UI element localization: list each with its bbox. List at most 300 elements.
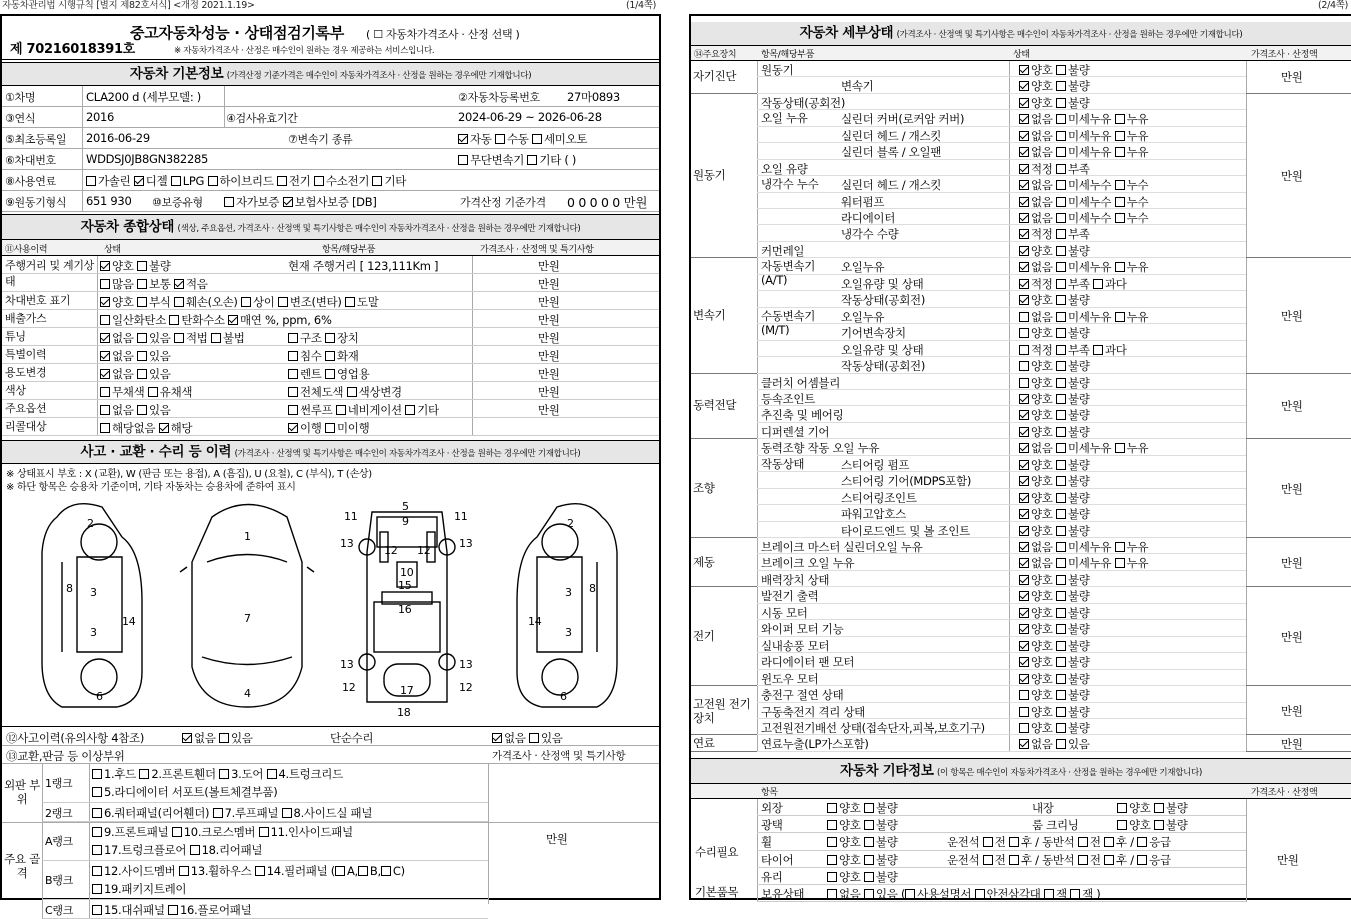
checked-checkbox[interactable]	[1019, 443, 1029, 453]
overall-row-state[interactable]: 없음 있음	[100, 348, 171, 364]
detail-row-state[interactable]: 없음 미세누수 누수	[1019, 194, 1148, 210]
detail-row-state[interactable]: 없음 미세누유 누유	[1019, 539, 1148, 555]
checkbox[interactable]	[864, 872, 874, 882]
detail-row	[757, 571, 1246, 587]
checkbox[interactable]	[1056, 394, 1066, 404]
checkbox[interactable]	[827, 803, 837, 813]
checkbox[interactable]	[137, 279, 147, 289]
checkbox[interactable]	[288, 387, 298, 397]
checkbox[interactable]	[1078, 855, 1088, 865]
checkbox[interactable]	[92, 845, 102, 855]
detail-row-state[interactable]: 적정 부족	[1019, 226, 1090, 242]
overall-row-detail[interactable]: 구조 장치	[288, 330, 359, 346]
detail-row-state[interactable]: 양호 불량	[1019, 62, 1090, 78]
checked-checkbox[interactable]	[1019, 624, 1029, 634]
checkbox[interactable]	[1056, 229, 1066, 239]
checked-checkbox[interactable]	[288, 423, 298, 433]
detail-row-state[interactable]: 양호 불량	[1019, 407, 1090, 423]
checkbox[interactable]	[1056, 180, 1066, 190]
checkbox[interactable]	[1056, 410, 1066, 420]
checked-checkbox[interactable]	[100, 333, 110, 343]
checkbox[interactable]	[864, 803, 874, 813]
other-row-state[interactable]: 양호 불량	[827, 834, 898, 850]
checked-checkbox[interactable]	[1019, 279, 1029, 289]
checked-checkbox[interactable]	[1019, 262, 1029, 272]
checked-checkbox[interactable]	[1019, 394, 1029, 404]
detail-row-state[interactable]: 양호 불량	[1019, 687, 1090, 703]
checkbox[interactable]	[92, 787, 102, 797]
checkbox[interactable]	[1056, 164, 1066, 174]
checkbox[interactable]	[137, 405, 147, 415]
detail-row-state[interactable]: 없음 있음	[1019, 736, 1090, 752]
other-row-item[interactable]: 운전석 전 후 / 동반석 전 후 / 응급	[947, 852, 1171, 867]
checked-checkbox[interactable]	[100, 369, 110, 379]
checkbox[interactable]	[864, 855, 874, 865]
checkbox[interactable]	[1104, 855, 1114, 865]
overall-row-state[interactable]: 무채색 유채색	[100, 384, 192, 400]
checked-checkbox[interactable]	[100, 351, 110, 361]
checkbox[interactable]	[1056, 690, 1066, 700]
checkbox[interactable]	[1019, 378, 1029, 388]
checkbox[interactable]	[1019, 707, 1029, 717]
detail-row-state[interactable]: 양호 불량	[1019, 358, 1090, 374]
checkbox[interactable]	[1056, 98, 1066, 108]
checkbox[interactable]	[1056, 147, 1066, 157]
checked-checkbox[interactable]	[228, 315, 238, 325]
checked-checkbox[interactable]	[1019, 410, 1029, 420]
checkbox[interactable]	[137, 333, 147, 343]
checkbox[interactable]	[288, 351, 298, 361]
checkbox[interactable]	[1115, 147, 1125, 157]
checkbox[interactable]	[190, 845, 200, 855]
checkbox[interactable]	[458, 155, 468, 165]
accident-history-value[interactable]: 없음 있음	[182, 730, 253, 746]
checkbox[interactable]	[1056, 443, 1066, 453]
overall-row-state[interactable]: 일산화탄소 탄화수소 매연 %, ppm, 6%	[100, 312, 332, 328]
checkbox[interactable]	[1019, 690, 1029, 700]
checked-checkbox[interactable]	[1019, 476, 1029, 486]
checked-checkbox[interactable]	[1019, 460, 1029, 470]
checkbox[interactable]	[1154, 820, 1164, 830]
overall-row-state[interactable]: 해당없음 해당	[100, 420, 192, 436]
rank-items[interactable]: 15.대쉬패널 16.플로어패널	[92, 902, 251, 918]
detail-row-state[interactable]: 양호 불량	[1019, 671, 1090, 687]
rank-items[interactable]: 1.후드 2.프론트휀더 3.도어 4.트렁크리드	[92, 766, 343, 782]
checked-checkbox[interactable]	[1019, 98, 1029, 108]
checkbox[interactable]	[174, 297, 184, 307]
other-row-state[interactable]: 양호 불량	[827, 800, 898, 816]
checkbox[interactable]	[1093, 345, 1103, 355]
checkbox[interactable]	[864, 889, 874, 899]
checkbox[interactable]	[100, 279, 110, 289]
checkbox[interactable]	[174, 333, 184, 343]
rank-items[interactable]: 6.쿼터패널(리어휀더) 7.루프패널 8.사이드실 패널	[92, 805, 372, 821]
checkbox[interactable]	[314, 176, 324, 186]
checkbox[interactable]	[1056, 624, 1066, 634]
checkbox[interactable]	[1115, 558, 1125, 568]
checkbox[interactable]	[219, 733, 229, 743]
detail-row-state[interactable]: 양호 불량	[1019, 523, 1090, 539]
checkbox[interactable]	[1056, 246, 1066, 256]
detail-row-item: 기어변속장치	[841, 326, 906, 341]
checkbox[interactable]	[983, 837, 993, 847]
checked-checkbox[interactable]	[1019, 526, 1029, 536]
detail-row-state[interactable]: 없음 미세누유 누유	[1019, 309, 1148, 325]
checkbox[interactable]	[92, 827, 102, 837]
checkbox[interactable]	[92, 905, 102, 915]
checked-checkbox[interactable]	[1019, 180, 1029, 190]
detail-row-state[interactable]: 없음 미세누유 누유	[1019, 111, 1148, 127]
checked-checkbox[interactable]	[100, 297, 110, 307]
detail-row-state[interactable]: 양호 불량	[1019, 424, 1090, 440]
checked-checkbox[interactable]	[1019, 542, 1029, 552]
detail-row-state[interactable]: 없음 미세누유 누유	[1019, 144, 1148, 160]
checkbox[interactable]	[213, 808, 223, 818]
checkbox[interactable]	[1117, 803, 1127, 813]
overall-row-detail[interactable]: 썬루프 네비게이션 기타	[288, 402, 439, 418]
other-row-state[interactable]: 양호 불량	[827, 817, 898, 833]
checkbox[interactable]	[92, 884, 102, 894]
checkbox[interactable]	[495, 134, 505, 144]
checkbox[interactable]	[137, 261, 147, 271]
checkbox[interactable]	[1115, 213, 1125, 223]
basic-info-value[interactable]: 무단변속기 기타 ( )	[458, 152, 576, 168]
overall-row-detail[interactable]: 전체도색 색상변경	[288, 384, 402, 400]
checkbox[interactable]	[1009, 837, 1019, 847]
checkbox[interactable]	[983, 855, 993, 865]
checkbox[interactable]	[1056, 213, 1066, 223]
detail-row-state[interactable]: 양호 불량	[1019, 243, 1090, 259]
checkbox[interactable]	[278, 297, 288, 307]
checkbox[interactable]	[148, 387, 158, 397]
checkbox[interactable]	[827, 820, 837, 830]
checked-checkbox[interactable]	[1019, 131, 1029, 141]
checked-checkbox[interactable]	[1019, 246, 1029, 256]
checkbox[interactable]	[1019, 361, 1029, 371]
checkbox[interactable]	[1137, 855, 1147, 865]
checked-checkbox[interactable]	[1019, 674, 1029, 684]
checkbox[interactable]	[1009, 855, 1019, 865]
checkbox[interactable]	[1056, 131, 1066, 141]
checked-checkbox[interactable]	[1019, 493, 1029, 503]
checkbox[interactable]	[168, 905, 178, 915]
checkbox[interactable]	[1056, 591, 1066, 601]
checkbox[interactable]	[172, 827, 182, 837]
checked-checkbox[interactable]	[100, 261, 110, 271]
overall-row-detail[interactable]: 침수 화재	[288, 348, 359, 364]
checked-checkbox[interactable]	[1019, 657, 1029, 667]
checkbox[interactable]	[288, 333, 298, 343]
checkbox[interactable]	[1115, 262, 1125, 272]
checkbox[interactable]	[169, 315, 179, 325]
overall-row-state[interactable]: 양호 부식 훼손(오손) 상이 변조(변타) 도말	[100, 294, 379, 310]
other-row-item[interactable]: 운전석 전 후 / 동반석 전 후 / 응급	[947, 835, 1171, 850]
overall-row-state[interactable]: 없음 있음	[100, 402, 171, 418]
checkbox[interactable]	[1056, 723, 1066, 733]
checkbox[interactable]	[1056, 575, 1066, 585]
checkbox[interactable]	[1056, 427, 1066, 437]
checkbox[interactable]	[325, 423, 335, 433]
other-row-state[interactable]: 양호 불량	[827, 852, 898, 868]
checkbox[interactable]	[137, 369, 147, 379]
checkbox[interactable]	[1056, 493, 1066, 503]
rank-items[interactable]: 17.트렁크플로어 18.리어패널	[92, 842, 262, 858]
checkbox[interactable]	[335, 866, 345, 876]
checkbox[interactable]	[1056, 526, 1066, 536]
checkbox[interactable]	[1056, 707, 1066, 717]
overall-row-detail[interactable]: 렌트 영업용	[288, 366, 369, 382]
checkbox[interactable]	[1070, 889, 1080, 899]
checked-checkbox[interactable]	[1019, 641, 1029, 651]
checkbox[interactable]	[267, 769, 277, 779]
form-title: 중고자동차성능 · 상태점검기록부	[130, 24, 344, 42]
overall-row-state[interactable]: 양호 불량	[100, 258, 171, 274]
detail-row-state[interactable]: 양호 불량	[1019, 292, 1090, 308]
simple-repair-value[interactable]: 없음 있음	[492, 730, 563, 746]
detail-row-state[interactable]: 적정 부족 과다	[1019, 276, 1127, 292]
checkbox[interactable]	[1056, 657, 1066, 667]
checkbox[interactable]	[179, 866, 189, 876]
checkbox[interactable]	[255, 866, 265, 876]
rank-items[interactable]: 19.패키지트레이	[92, 881, 186, 897]
rank-items[interactable]: 5.라디에이터 서포트(볼트체결부품)	[92, 784, 277, 800]
checkbox[interactable]	[92, 866, 102, 876]
checkbox[interactable]	[1115, 180, 1125, 190]
checkbox[interactable]	[1056, 476, 1066, 486]
checkbox[interactable]	[1056, 460, 1066, 470]
checkbox[interactable]	[827, 872, 837, 882]
checkbox[interactable]	[1019, 345, 1029, 355]
checkbox[interactable]	[1115, 312, 1125, 322]
rank-row	[42, 764, 488, 803]
rank-items[interactable]: 12.사이드멤버 13.휠하우스 14.필러패널 ( A, B, C)	[92, 863, 405, 879]
checkbox[interactable]	[1044, 889, 1054, 899]
checkbox[interactable]	[1056, 345, 1066, 355]
checked-checkbox[interactable]	[1019, 427, 1029, 437]
checkbox[interactable]	[1115, 114, 1125, 124]
checkbox[interactable]	[1056, 509, 1066, 519]
checkbox[interactable]	[529, 733, 539, 743]
checkbox[interactable]	[358, 866, 368, 876]
checkbox[interactable]	[282, 808, 292, 818]
checkbox[interactable]	[827, 889, 837, 899]
checkbox[interactable]	[325, 351, 335, 361]
checkbox[interactable]	[259, 827, 269, 837]
checked-checkbox[interactable]	[134, 176, 144, 186]
checkbox[interactable]	[1019, 328, 1029, 338]
checkbox[interactable]	[532, 134, 542, 144]
checkbox[interactable]	[1056, 641, 1066, 651]
checked-checkbox[interactable]	[1019, 213, 1029, 223]
detail-row-state[interactable]: 양호 불량	[1019, 704, 1090, 720]
detail-row-state[interactable]: 양호 불량	[1019, 325, 1090, 341]
checkbox[interactable]	[1056, 279, 1066, 289]
checked-checkbox[interactable]	[283, 197, 293, 207]
detail-row-state[interactable]: 양호 불량	[1019, 588, 1090, 604]
detail-row-state[interactable]: 양호 불량	[1019, 572, 1090, 588]
checkbox[interactable]	[288, 405, 298, 415]
checkbox[interactable]	[211, 333, 221, 343]
detail-row-state[interactable]: 양호 불량	[1019, 490, 1090, 506]
detail-row-state[interactable]: 적정 부족 과다	[1019, 342, 1127, 358]
checkbox[interactable]	[1115, 542, 1125, 552]
checked-checkbox[interactable]	[1019, 575, 1029, 585]
detail-row-state[interactable]: 없음 미세누수 누수	[1019, 210, 1148, 226]
checkbox[interactable]	[1093, 279, 1103, 289]
detail-row-state[interactable]: 양호 불량	[1019, 78, 1090, 94]
checked-checkbox[interactable]	[174, 279, 184, 289]
checked-checkbox[interactable]	[458, 134, 468, 144]
detail-row-state[interactable]: 적정 부족	[1019, 161, 1090, 177]
checkbox[interactable]	[827, 855, 837, 865]
basic-info-label: 가격산정 기준가격	[460, 196, 546, 209]
checkbox[interactable]	[92, 769, 102, 779]
basic-info-value[interactable]: 자동 수동 세미오토	[458, 131, 587, 147]
overall-row-state[interactable]: 많음 보통 적음	[100, 276, 208, 292]
checkbox[interactable]	[1056, 65, 1066, 75]
checkbox[interactable]	[1056, 378, 1066, 388]
checkbox[interactable]	[905, 889, 915, 899]
checkbox[interactable]	[288, 369, 298, 379]
overall-row	[2, 274, 659, 292]
detail-row-state[interactable]: 없음 미세누수 누수	[1019, 177, 1148, 193]
detail-row-state[interactable]: 없음 미세누유 누유	[1019, 440, 1148, 456]
checked-checkbox[interactable]	[1019, 608, 1029, 618]
checked-checkbox[interactable]	[1019, 65, 1029, 75]
checkbox[interactable]	[100, 405, 110, 415]
checked-checkbox[interactable]	[492, 733, 502, 743]
checked-checkbox[interactable]	[182, 733, 192, 743]
price-survey-option[interactable]: ( ☐ 자동차가격조사 · 산정 선택 )	[366, 28, 520, 41]
detail-row-state[interactable]: 없음 미세누유 누유	[1019, 555, 1148, 571]
detail-row-state[interactable]: 양호 불량	[1019, 457, 1090, 473]
detail-row-state[interactable]: 양호 불량	[1019, 391, 1090, 407]
checkbox[interactable]	[1056, 328, 1066, 338]
overall-row-state[interactable]: 없음 있음	[100, 366, 171, 382]
checkbox[interactable]	[1056, 558, 1066, 568]
detail-row-state[interactable]: 양호 불량	[1019, 654, 1090, 670]
rank-items[interactable]: 9.프론트패널 10.크로스멤버 11.인사이드패널	[92, 824, 353, 840]
checkbox[interactable]	[224, 197, 234, 207]
checkbox[interactable]	[137, 351, 147, 361]
checkbox[interactable]	[325, 333, 335, 343]
divider	[97, 292, 98, 309]
checkbox[interactable]	[345, 297, 355, 307]
checked-checkbox[interactable]	[1019, 197, 1029, 207]
checkbox[interactable]	[100, 387, 110, 397]
checkbox[interactable]	[92, 808, 102, 818]
checkbox[interactable]	[381, 866, 391, 876]
checkbox[interactable]	[864, 837, 874, 847]
checkbox[interactable]	[137, 297, 147, 307]
checked-checkbox[interactable]	[1019, 81, 1029, 91]
checkbox[interactable]	[1104, 837, 1114, 847]
checkbox[interactable]	[864, 820, 874, 830]
checkbox[interactable]	[1056, 295, 1066, 305]
checkbox[interactable]	[1019, 723, 1029, 733]
checkbox[interactable]	[1117, 820, 1127, 830]
checkbox[interactable]	[827, 837, 837, 847]
detail-row-state[interactable]: 양호 불량	[1019, 621, 1090, 637]
checkbox[interactable]	[219, 769, 229, 779]
checkbox[interactable]	[347, 387, 357, 397]
detail-row-state[interactable]: 없음 미세누유 누유	[1019, 128, 1148, 144]
checkbox[interactable]	[1019, 312, 1029, 322]
checkbox[interactable]	[1056, 262, 1066, 272]
checked-checkbox[interactable]	[1019, 295, 1029, 305]
basic-info-value[interactable]: 자가보증 보험사보증 [DB]	[224, 194, 377, 210]
checkbox[interactable]	[1154, 803, 1164, 813]
other-row-state[interactable]: 없음 있음 ( 사용설명서 안전삼각대 잭 잭 )	[827, 886, 1101, 902]
checkbox[interactable]	[1056, 674, 1066, 684]
checkbox[interactable]	[1137, 837, 1147, 847]
checked-checkbox[interactable]	[1019, 164, 1029, 174]
checkbox[interactable]	[1056, 114, 1066, 124]
checkbox[interactable]	[208, 176, 218, 186]
basic-info-label: ①차명	[5, 91, 36, 104]
checked-checkbox[interactable]	[1019, 147, 1029, 157]
detail-row-state[interactable]: 양호 불량	[1019, 605, 1090, 621]
checkbox[interactable]	[100, 315, 110, 325]
checkbox[interactable]	[975, 889, 985, 899]
checkbox[interactable]	[336, 405, 346, 415]
checked-checkbox[interactable]	[1019, 509, 1029, 519]
checkbox[interactable]	[86, 176, 96, 186]
checkbox[interactable]	[139, 769, 149, 779]
detail-row-state[interactable]: 양호 불량	[1019, 95, 1090, 111]
checkbox[interactable]	[1115, 443, 1125, 453]
checkbox[interactable]	[277, 176, 287, 186]
checkbox[interactable]	[1056, 81, 1066, 91]
checked-checkbox[interactable]	[1019, 739, 1029, 749]
checkbox[interactable]	[1078, 837, 1088, 847]
checkbox[interactable]	[241, 297, 251, 307]
checkbox[interactable]	[171, 176, 181, 186]
checkbox[interactable]	[1056, 739, 1066, 749]
checked-checkbox[interactable]	[1019, 229, 1029, 239]
checkbox[interactable]	[1115, 197, 1125, 207]
detail-row-state[interactable]: 양호 불량	[1019, 638, 1090, 654]
basic-info-row	[2, 107, 659, 128]
basic-info-value[interactable]: 가솔린 디젤 LPG 하이브리드 전기 수소전기 기타	[86, 173, 406, 189]
checkbox[interactable]	[100, 423, 110, 433]
checkbox[interactable]	[325, 369, 335, 379]
checkbox[interactable]	[1056, 312, 1066, 322]
checkbox[interactable]	[1056, 542, 1066, 552]
checkbox[interactable]	[1056, 608, 1066, 618]
checked-checkbox[interactable]	[1019, 591, 1029, 601]
overall-row-state[interactable]: 없음 있음 적법 불법	[100, 330, 245, 346]
other-row-state[interactable]: 양호 불량	[827, 869, 898, 885]
detail-row-state[interactable]: 없음 미세누유 누유	[1019, 259, 1148, 275]
checkbox[interactable]	[527, 155, 537, 165]
checked-checkbox[interactable]	[159, 423, 169, 433]
detail-row-state[interactable]: 양호 불량	[1019, 375, 1090, 391]
overall-row-detail[interactable]: 이행 미이행	[288, 420, 369, 436]
detail-row-state[interactable]: 양호 불량	[1019, 720, 1090, 736]
checkbox[interactable]	[405, 405, 415, 415]
checkbox[interactable]	[372, 176, 382, 186]
detail-row-state[interactable]: 양호 불량	[1019, 473, 1090, 489]
checkbox[interactable]	[1056, 361, 1066, 371]
other-row-state[interactable]: 양호 불량	[1117, 817, 1188, 833]
checked-checkbox[interactable]	[1019, 114, 1029, 124]
other-row-state[interactable]: 양호 불량	[1117, 800, 1188, 816]
checkbox[interactable]	[1115, 131, 1125, 141]
detail-row-state[interactable]: 양호 불량	[1019, 506, 1090, 522]
checkbox[interactable]	[1056, 197, 1066, 207]
checked-checkbox[interactable]	[1019, 558, 1029, 568]
